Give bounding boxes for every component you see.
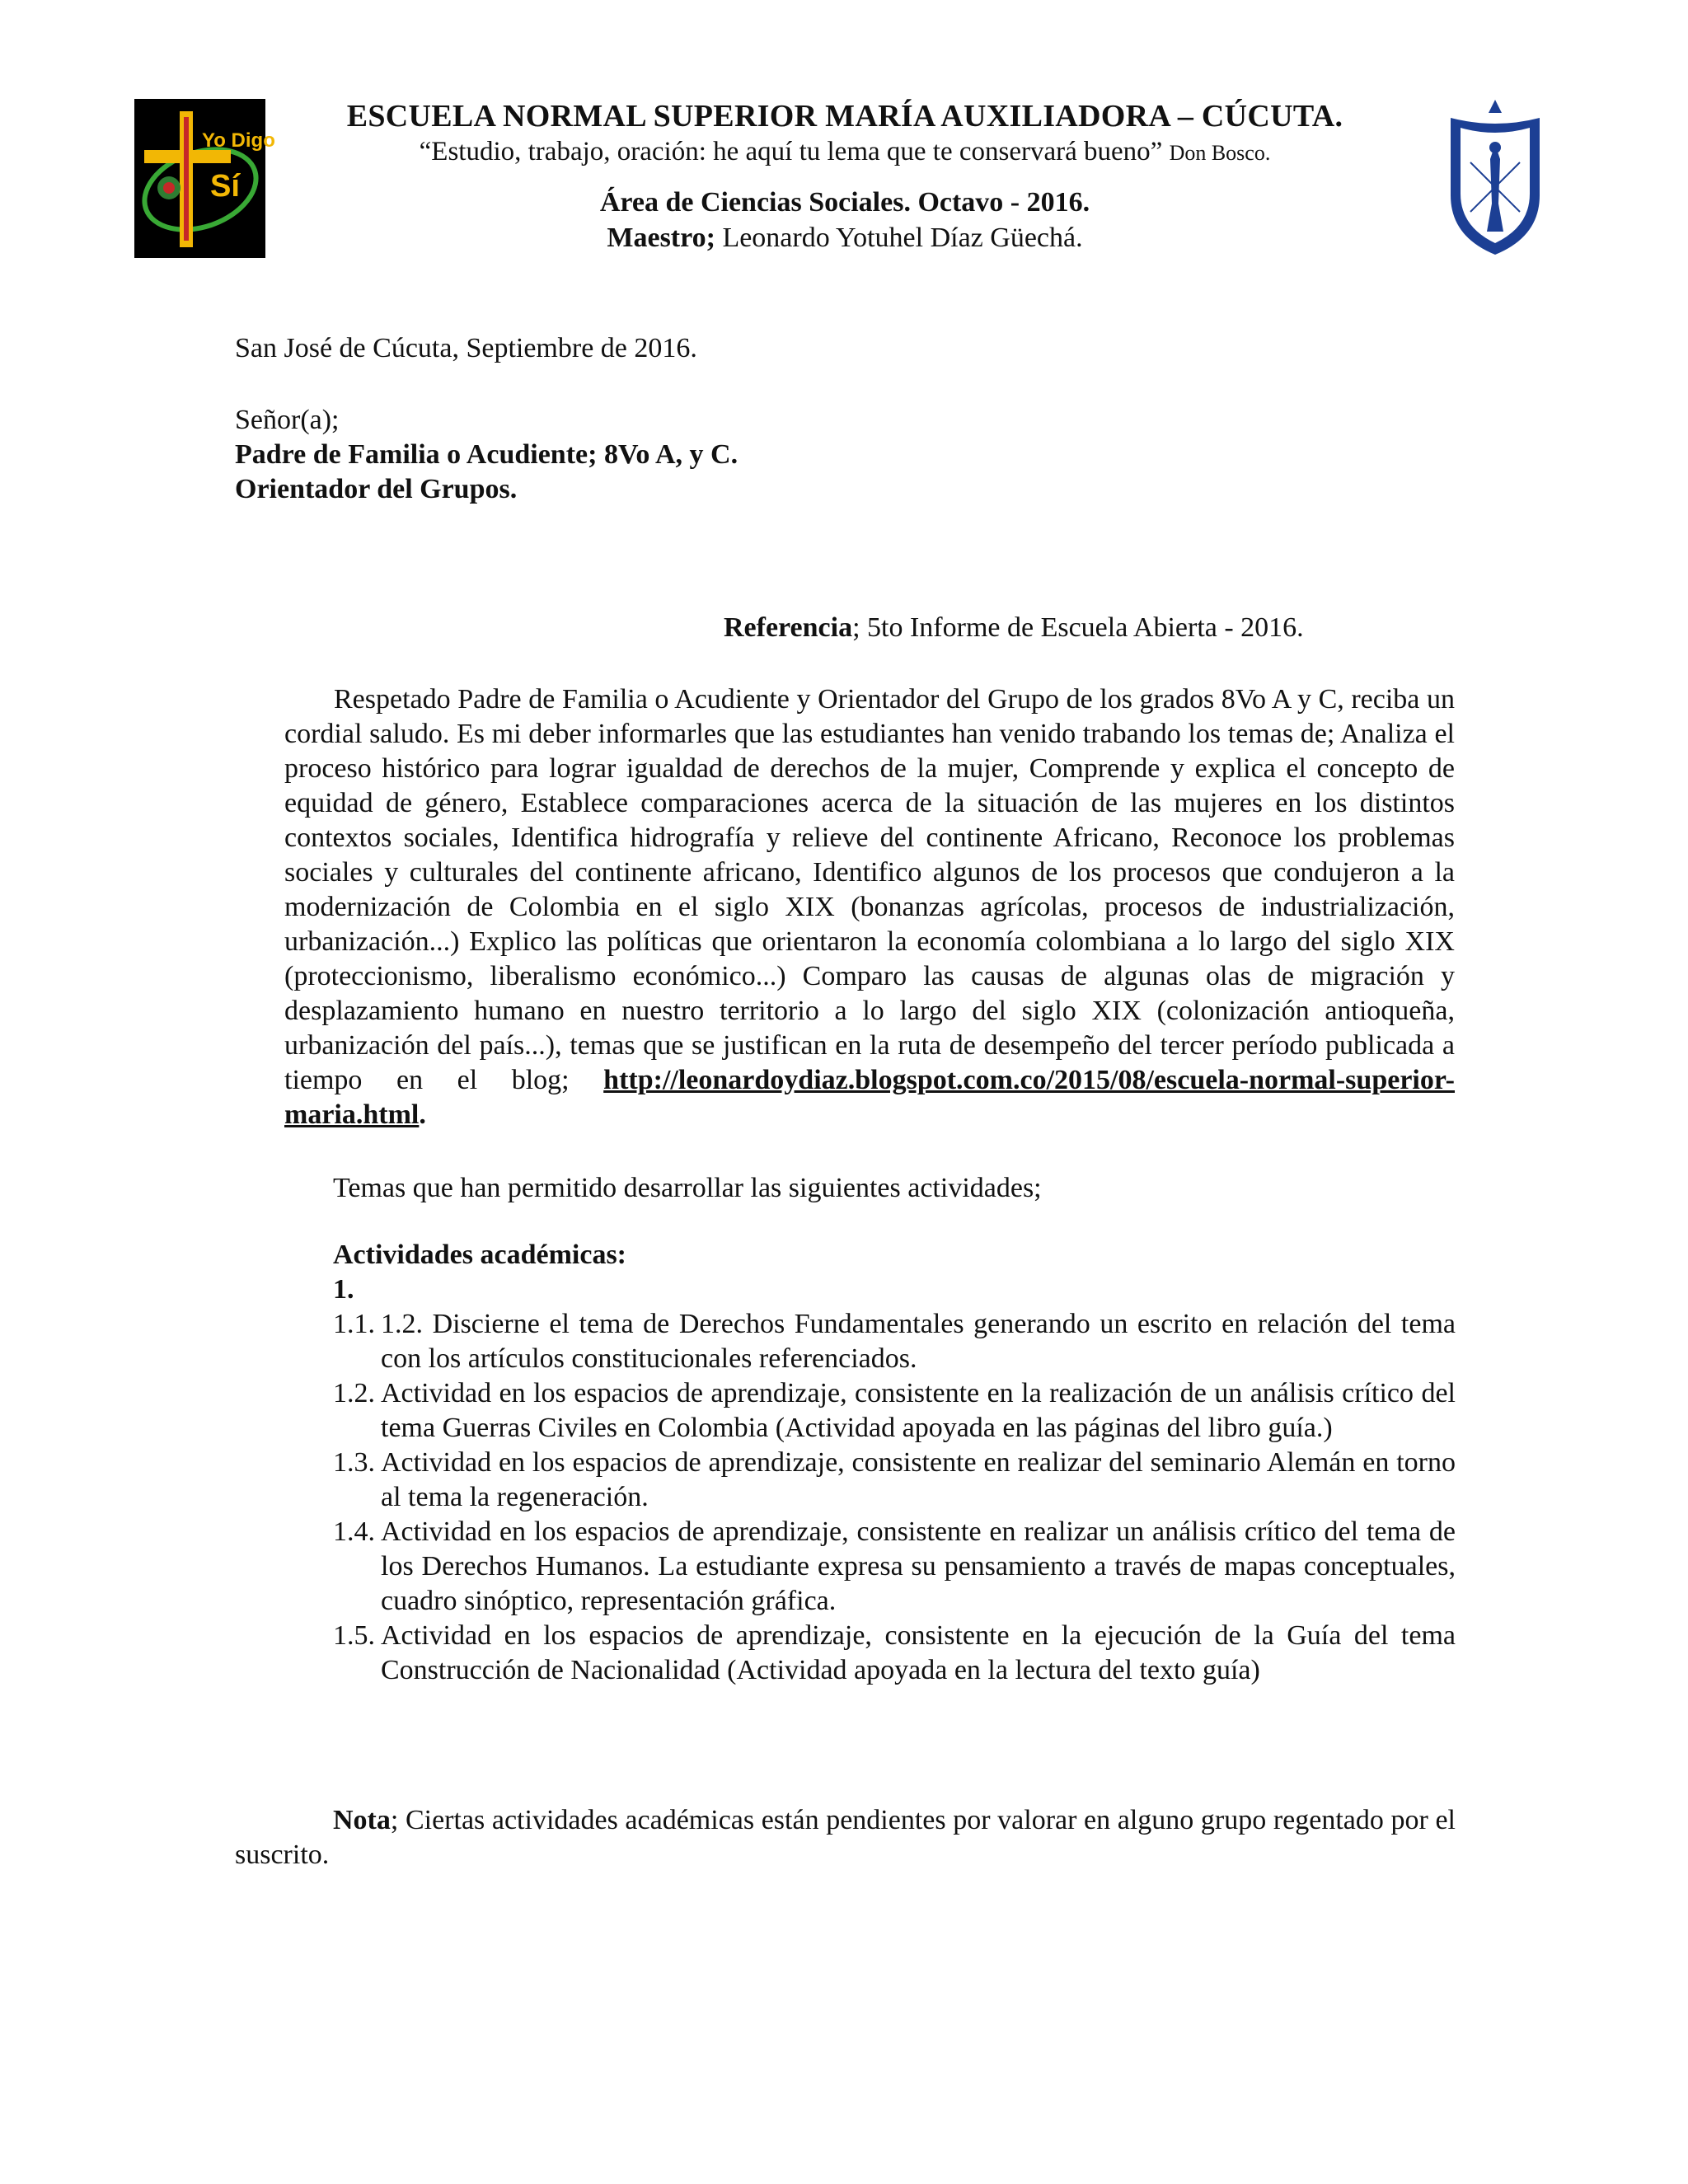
note-paragraph — [235, 1803, 1456, 1872]
list-item: 1.4. Actividad en los espacios de aprendizaje, consistente en realizar un análisis crítico del tema de los Derechos Humanos. La estudiante expresa su pensamiento a través de mapas conceptuales, cuadro sinóptico, representación gráfica. — [333, 1516, 1456, 1616]
note-label: Nota — [333, 1805, 391, 1835]
salutation: Señor(a); — [235, 405, 340, 435]
reference-label: Referencia — [724, 612, 853, 643]
school-name: ESCUELA NORMAL SUPERIOR MARÍA AUXILIADORA – CÚCUTA. — [346, 99, 1343, 134]
list-item: 1.3. Actividad en los espacios de aprendizaje, consistente en realizar del seminario Alemán en torno al tema la regeneración. — [333, 1447, 1456, 1512]
blog-link[interactable]: http://leonardoydiaz.blogspot.com.co/2015/08/escuela-normal-superior-maria.html — [284, 1065, 1456, 1130]
motto-author: Don Bosco. — [1169, 141, 1271, 165]
teacher-label: Maestro; — [607, 223, 715, 253]
recipient-line-1: Padre de Familia o Acudiente; 8Vo A, y C. — [235, 439, 738, 470]
school-crest-logo — [1441, 96, 1550, 258]
themes-intro: Temas que han permitido desarrollar las siguientes actividades; — [333, 1173, 1042, 1203]
svg-text:Yo Digo: Yo Digo — [202, 129, 275, 152]
reference-text: ; 5to Informe de Escuela Abierta - 2016. — [852, 612, 1304, 643]
note-text: ; Ciertas actividades académicas están pendientes por valorar en alguno grupo regentado por el suscrito. — [235, 1805, 1456, 1870]
activities-title: Actividades académicas: — [333, 1240, 627, 1270]
svg-text:Sí: Sí — [210, 169, 240, 204]
activities-list — [333, 1307, 1456, 1688]
activities-number: 1. — [333, 1274, 354, 1305]
area-title: Área de Ciencias Sociales. Octavo - 2016. — [599, 187, 1090, 218]
reference-line — [724, 611, 1304, 645]
list-item: 1.2. Actividad en los espacios de aprendizaje, consistente en la realización de un análisis crítico del tema Guerras Civiles en Colombia (Actividad apoyada en las páginas del libro guía.) — [333, 1378, 1456, 1443]
place-date: San José de Cúcuta, Septiembre de 2016. — [235, 333, 697, 363]
body-text: Respetado Padre de Familia o Acudiente y Orientador del Grupo de los grados 8Vo A y C, reciba un cordial saludo. Es mi deber informarles que las estudiantes han venido trabando los temas de; Analiza el proceso histórico para lograr igualdad de derechos de la mujer, Comprende y explica el concepto de equidad de género, Establece comparaciones acerca de la situación de las mujeres en los distintos contextos sociales, Identifica hidrografía y relieve del continente Africano, Reconoce los problemas sociales y culturales del continente africano, Identifico algunos de los procesos que condujeron a la modernización de Colombia en el siglo XIX (bonanzas agrícolas, procesos de industrialización, urbanización...) Explico las políticas que orientaron la economía colombiana a lo largo del siglo XIX (proteccionismo, liberalismo económico...) Comparo las causas de algunas olas de migración y desplazamiento humano en nuestro territorio a lo largo del siglo XIX (colonización antioqueña, urbanización del país...), temas que se justifican en la ruta de desempeño del tercer período publicada a tiempo en el blog; — [284, 684, 1455, 1095]
yo-digo-si-logo — [134, 99, 275, 258]
recipient-line-2: Orientador del Grupos. — [235, 474, 518, 504]
list-item: 1.1. 1.2. Discierne el tema de Derechos Fundamentales generando un escrito en relación del tema con los artículos constitucionales referenciados. — [333, 1309, 1456, 1374]
school-motto: “Estudio, trabajo, oración: he aquí tu lema que te conservará bueno” Don Bosco. — [419, 137, 1271, 166]
letterhead — [297, 97, 1393, 255]
teacher-name: Leonardo Yotuhel Díaz Güechá. — [722, 223, 1083, 253]
body-paragraph: Respetado Padre de Familia o Acudiente y Orientador del Grupo de los grados 8Vo A y C, reciba un cordial saludo. Es mi deber informarles que las estudiantes han venido trabando los temas de; Analiza el proceso histórico para lograr igualdad de derechos de la mujer, Comprende y explica el concepto de equidad de género, Establece comparaciones acerca de la situación de las mujeres en los distintos contextos sociales, Identifica hidrografía y relieve del continente Africano, Reconoce los problemas sociales y culturales del continente africano, Identifico algunos de los procesos que condujeron a la modernización de Colombia en el siglo XIX (bonanzas agrícolas, procesos de industrialización, urbanización...) Explico las políticas que orientaron la economía colombiana a lo largo del siglo XIX (proteccionismo, liberalismo económico...) Comparo las causas de algunas olas de migración y desplazamiento humano en nuestro territorio a lo largo del siglo XIX (colonización antioqueña, urbanización del país...), temas que se justifican en la ruta de desempeño del tercer período publicada a tiempo en el blog; http://leonardoydiaz.blogspot.com.co/2015/08/escuela-normal-superior-maria.html. — [284, 684, 1456, 1130]
list-item: 1.5. Actividad en los espacios de aprendizaje, consistente en la ejecución de la Guía del tema Construcción de Nacionalidad (Actividad apoyada en la lectura del texto guía) — [333, 1620, 1456, 1685]
teacher-line — [297, 221, 1393, 255]
